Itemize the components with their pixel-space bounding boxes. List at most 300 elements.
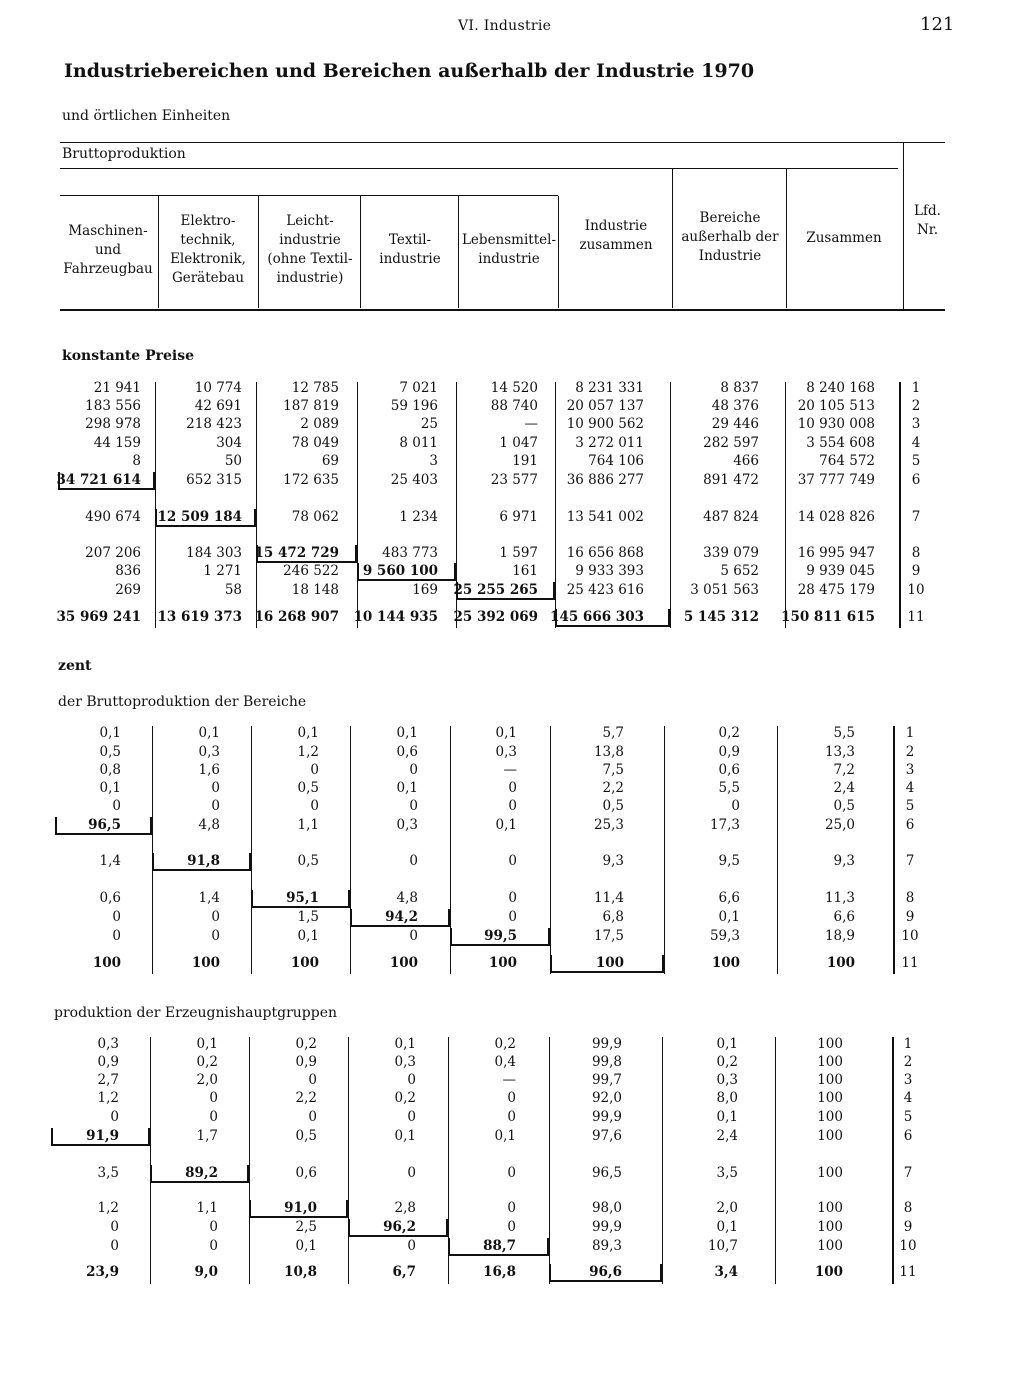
table-cell: 100 <box>817 1036 843 1052</box>
table-cell: 25 392 069 <box>453 609 538 625</box>
table-cell: 172 635 <box>283 472 339 488</box>
table-cell: 50 <box>224 453 242 469</box>
table-cell: 0,1 <box>394 1128 416 1144</box>
table-cell: 35 969 241 <box>56 609 141 625</box>
table-cell: 21 941 <box>93 380 141 396</box>
table-cell: 3 <box>429 453 438 469</box>
table-cell: 0,3 <box>495 744 517 760</box>
table-cell: 0,6 <box>718 762 740 778</box>
table-cell: 0 <box>409 853 418 869</box>
table-cell: 12 509 184 <box>157 509 242 525</box>
table-cell: 1,1 <box>297 817 319 833</box>
table-cell: 92,0 <box>591 1090 622 1106</box>
table-cell: 96,5 <box>88 817 121 833</box>
table-cell: 13,8 <box>593 744 624 760</box>
table-cell: 0 <box>209 1109 218 1125</box>
column-divider <box>251 726 252 974</box>
table-cell: 0,1 <box>396 725 418 741</box>
table-cell: 145 666 303 <box>550 609 644 625</box>
table-cell: 9,3 <box>602 853 624 869</box>
table-cell: 9,5 <box>718 853 740 869</box>
column-divider <box>775 1037 776 1284</box>
table-cell: 191 <box>512 453 538 469</box>
table-cell: 25 423 616 <box>566 582 644 598</box>
page-subtitle: und örtlichen Einheiten <box>62 108 231 124</box>
table-cell: 0,1 <box>716 1109 738 1125</box>
section-label: konstante Preise <box>62 348 194 364</box>
table-cell: 100 <box>488 955 517 971</box>
table-cell: 0 <box>209 1219 218 1235</box>
table-cell: 100 <box>191 955 220 971</box>
row-number: 8 <box>903 1200 913 1216</box>
table-cell: 0,5 <box>833 798 855 814</box>
table-cell: 0 <box>508 780 517 796</box>
table-cell: 98,0 <box>591 1200 622 1216</box>
table-cell: 207 206 <box>85 545 141 561</box>
table-cell: 100 <box>817 1054 843 1070</box>
table-cell: 8 <box>132 453 141 469</box>
table-cell: 0 <box>507 1109 516 1125</box>
table-cell: 0,1 <box>198 725 220 741</box>
table-cell: 7,5 <box>602 762 624 778</box>
table-cell: 0,6 <box>295 1165 317 1181</box>
column-header: Leicht- industrie (ohne Textil- industrie) <box>267 213 353 286</box>
table-cell: 100 <box>595 955 624 971</box>
table-cell: 2 089 <box>300 416 339 432</box>
column-divider <box>350 726 351 974</box>
table-cell: 99,9 <box>591 1109 622 1125</box>
table-cell: 8 837 <box>720 380 759 396</box>
table-cell: 0 <box>409 928 418 944</box>
table-cell: 0,5 <box>297 853 319 869</box>
table-cell: 96,6 <box>589 1264 622 1280</box>
table-cell: 1,6 <box>198 762 220 778</box>
table-cell: 0,6 <box>99 890 121 906</box>
row-number: 2 <box>911 398 921 414</box>
table-cell: 4,8 <box>198 817 220 833</box>
table-cell: 6,7 <box>392 1264 416 1280</box>
table-cell: 34 721 614 <box>56 472 141 488</box>
table-cell: 0,1 <box>718 909 740 925</box>
section-sublabel: produktion der Erzeugnishauptgruppen <box>54 1005 338 1021</box>
table-cell: 891 472 <box>703 472 759 488</box>
table-cell: 836 <box>115 563 141 579</box>
table-cell: 100 <box>826 955 855 971</box>
table-cell: 44 159 <box>93 435 141 451</box>
table-cell: 183 556 <box>85 398 141 414</box>
table-cell: 1,1 <box>196 1200 218 1216</box>
table-cell: 1,2 <box>297 744 319 760</box>
table-cell: 218 423 <box>186 416 242 432</box>
table-cell: 0 <box>508 798 517 814</box>
table-cell: 25,3 <box>593 817 624 833</box>
table-cell: 2,2 <box>602 780 624 796</box>
table-cell: 25 <box>420 416 438 432</box>
row-number: 9 <box>905 909 915 925</box>
table-cell: 466 <box>733 453 759 469</box>
table-cell: 99,7 <box>591 1072 622 1088</box>
table-cell: 91,9 <box>86 1128 119 1144</box>
column-header: Maschinen- und Fahrzeugbau <box>63 223 153 277</box>
row-number: 4 <box>903 1090 913 1106</box>
table-cell: 88,7 <box>483 1238 516 1254</box>
table-cell: 10,7 <box>707 1238 738 1254</box>
table-cell: 487 824 <box>703 509 759 525</box>
table-cell: 16 268 907 <box>254 609 339 625</box>
table-cell: 96,2 <box>383 1219 416 1235</box>
table-cell: 100 <box>817 1109 843 1125</box>
table-cell: 16,8 <box>483 1264 516 1280</box>
table-cell: 3 051 563 <box>690 582 759 598</box>
table-cell: 0 <box>507 1219 516 1235</box>
column-divider <box>155 382 156 628</box>
table-cell: 13 619 373 <box>157 609 242 625</box>
table-cell: 1,7 <box>196 1128 218 1144</box>
table-cell: 9,3 <box>833 853 855 869</box>
table-cell: 15 472 729 <box>254 545 339 561</box>
table-cell: 0 <box>508 853 517 869</box>
table-cell: 13 541 002 <box>566 509 644 525</box>
table-cell: 2,7 <box>97 1072 119 1088</box>
table-cell: 1 234 <box>399 509 438 525</box>
table-cell: 8 011 <box>399 435 438 451</box>
table-cell: 0,3 <box>97 1036 119 1052</box>
table-cell: 11,3 <box>824 890 855 906</box>
table-cell: 99,9 <box>591 1036 622 1052</box>
table-cell: 23,9 <box>86 1264 119 1280</box>
table-cell: 25,0 <box>824 817 855 833</box>
row-number: 1 <box>911 380 921 396</box>
table-cell: 2,4 <box>833 780 855 796</box>
table-cell: 100 <box>92 955 121 971</box>
section-label: zent <box>58 658 92 674</box>
table-cell: 0,3 <box>394 1054 416 1070</box>
table-cell: 5,5 <box>833 725 855 741</box>
header-top-rule <box>60 142 945 143</box>
table-cell: 9 939 045 <box>806 563 875 579</box>
table-cell: 0 <box>110 1219 119 1235</box>
table-cell: 0,1 <box>716 1219 738 1235</box>
table-cell: 18,9 <box>824 928 855 944</box>
table-cell: 0,2 <box>394 1090 416 1106</box>
table-cell: 298 978 <box>85 416 141 432</box>
row-number: 10 <box>899 1238 917 1254</box>
table-cell: 78 049 <box>291 435 339 451</box>
table-cell: 11,4 <box>593 890 624 906</box>
table-cell: 7 021 <box>399 380 438 396</box>
table-cell: 10 900 562 <box>566 416 644 432</box>
column-divider <box>357 382 358 628</box>
table-cell: 0 <box>112 928 121 944</box>
row-number: 3 <box>903 1072 913 1088</box>
table-cell: 6,8 <box>602 909 624 925</box>
table-cell: 0 <box>310 762 319 778</box>
table-cell: 0,1 <box>716 1036 738 1052</box>
column-divider <box>258 196 259 308</box>
table-cell: 13,3 <box>824 744 855 760</box>
row-number: 11 <box>907 609 925 625</box>
table-cell: 99,9 <box>591 1219 622 1235</box>
table-cell: 7,2 <box>833 762 855 778</box>
table-cell: 304 <box>216 435 242 451</box>
section-sublabel: der Bruttoproduktion der Bereiche <box>58 694 307 710</box>
table-cell: 0,1 <box>196 1036 218 1052</box>
table-cell: 2,0 <box>196 1072 218 1088</box>
table-cell: 0 <box>211 928 220 944</box>
table-cell: 269 <box>115 582 141 598</box>
column-divider <box>555 382 556 628</box>
table-cell: 5 145 312 <box>683 609 759 625</box>
row-number: 5 <box>903 1109 913 1125</box>
table-cell: 0 <box>112 798 121 814</box>
table-cell: 100 <box>817 1128 843 1144</box>
table-cell: 0,1 <box>494 1128 516 1144</box>
column-divider <box>662 1037 663 1284</box>
table-cell: 100 <box>817 1238 843 1254</box>
table-cell: 100 <box>817 1072 843 1088</box>
row-number: 11 <box>899 1264 917 1280</box>
table-cell: 100 <box>817 1219 843 1235</box>
table-cell: 161 <box>512 563 538 579</box>
table-cell: 0 <box>508 909 517 925</box>
row-number: 8 <box>911 545 921 561</box>
table-cell: 100 <box>711 955 740 971</box>
table-cell: 29 446 <box>711 416 759 432</box>
column-divider <box>348 1037 349 1284</box>
table-cell: 2,5 <box>295 1219 317 1235</box>
table-cell: 0 <box>507 1200 516 1216</box>
table-cell: 0,1 <box>297 928 319 944</box>
table-cell: 1,2 <box>97 1090 119 1106</box>
table-cell: 4,8 <box>396 890 418 906</box>
column-divider <box>256 382 257 628</box>
subgroup-underline <box>60 195 558 196</box>
table-cell: 0,2 <box>716 1054 738 1070</box>
column-divider <box>558 196 559 308</box>
table-cell: 12 785 <box>291 380 339 396</box>
table-cell: 0,3 <box>716 1072 738 1088</box>
table-cell: 88 740 <box>490 398 538 414</box>
column-header: Lfd. Nr. <box>914 203 941 238</box>
table-cell: 16 656 868 <box>566 545 644 561</box>
table-cell: 8 240 168 <box>806 380 875 396</box>
table-cell: 0 <box>308 1072 317 1088</box>
table-cell: 0 <box>110 1109 119 1125</box>
table-cell: 10 774 <box>194 380 242 396</box>
table-cell: 0,5 <box>602 798 624 814</box>
table-cell: 94,2 <box>385 909 418 925</box>
table-cell: 0 <box>409 762 418 778</box>
table-cell: 483 773 <box>382 545 438 561</box>
table-cell: 339 079 <box>703 545 759 561</box>
table-cell: 0 <box>409 798 418 814</box>
column-divider <box>150 1037 151 1284</box>
row-number: 2 <box>905 744 915 760</box>
column-header: Textil- industrie <box>379 232 441 267</box>
column-header: Bereiche außerhalb der Industrie <box>681 210 779 264</box>
row-number: 5 <box>911 453 921 469</box>
table-cell: 8,0 <box>716 1090 738 1106</box>
table-cell: 150 811 615 <box>781 609 875 625</box>
table-cell: 95,1 <box>286 890 319 906</box>
table-cell: 96,5 <box>591 1165 622 1181</box>
table-cell: 17,5 <box>593 928 624 944</box>
table-cell: 0 <box>112 909 121 925</box>
table-cell: 69 <box>321 453 339 469</box>
column-header: Elektro- technik, Elektronik, Gerätebau <box>170 213 246 286</box>
table-cell: 42 691 <box>194 398 242 414</box>
table-cell: 100 <box>817 1090 843 1106</box>
table-cell: 99,5 <box>484 928 517 944</box>
table-cell: 0,9 <box>295 1054 317 1070</box>
table-cell: 246 522 <box>283 563 339 579</box>
table-cell: 0 <box>508 890 517 906</box>
column-divider <box>458 196 459 308</box>
table-cell: 0,1 <box>99 780 121 796</box>
table-cell: 0,8 <box>99 762 121 778</box>
row-number: 7 <box>905 853 915 869</box>
table-cell: 3 554 608 <box>806 435 875 451</box>
column-divider <box>670 382 671 628</box>
table-cell: 37 777 749 <box>797 472 875 488</box>
row-number: 1 <box>905 725 915 741</box>
column-divider <box>786 169 787 308</box>
table-cell: 100 <box>290 955 319 971</box>
table-cell: 91,0 <box>284 1200 317 1216</box>
column-divider <box>360 196 361 308</box>
table-cell: 20 105 513 <box>797 398 875 414</box>
row-number: 6 <box>911 472 921 488</box>
table-cell: 0,1 <box>495 817 517 833</box>
table-cell: 89,3 <box>591 1238 622 1254</box>
row-number: 6 <box>903 1128 913 1144</box>
table-cell: 0 <box>110 1238 119 1254</box>
table-cell: 8 231 331 <box>575 380 644 396</box>
table-cell: 16 995 947 <box>797 545 875 561</box>
column-divider <box>249 1037 250 1284</box>
table-cell: 652 315 <box>186 472 242 488</box>
row-number: 8 <box>905 890 915 906</box>
table-cell: 0 <box>211 780 220 796</box>
table-cell: 1,4 <box>198 890 220 906</box>
table-cell: 0 <box>211 798 220 814</box>
table-cell: — <box>502 1072 516 1088</box>
table-cell: 282 597 <box>703 435 759 451</box>
row-number: 3 <box>911 416 921 432</box>
column-divider <box>158 196 159 308</box>
table-cell: 0 <box>731 798 740 814</box>
table-cell: 0 <box>310 798 319 814</box>
table-cell: 99,8 <box>591 1054 622 1070</box>
table-cell: 20 057 137 <box>566 398 644 414</box>
table-cell: 187 819 <box>283 398 339 414</box>
table-cell: 23 577 <box>490 472 538 488</box>
table-cell: 0,9 <box>97 1054 119 1070</box>
column-divider <box>549 1037 550 1284</box>
table-cell: — <box>524 416 538 432</box>
table-cell: 1 271 <box>203 563 242 579</box>
table-cell: 0,1 <box>99 725 121 741</box>
header-right-rule <box>903 142 904 310</box>
table-cell: 5,7 <box>602 725 624 741</box>
column-divider <box>672 169 673 308</box>
table-cell: 0 <box>407 1109 416 1125</box>
column-header: Lebensmittel- industrie <box>461 232 557 267</box>
row-number: 7 <box>903 1165 913 1181</box>
running-head: VI. Industrie <box>458 18 552 34</box>
table-cell: 25 403 <box>390 472 438 488</box>
table-cell: 0,4 <box>494 1054 516 1070</box>
table-cell: 0,6 <box>396 744 418 760</box>
table-cell: 100 <box>817 1165 843 1181</box>
table-cell: 1,5 <box>297 909 319 925</box>
table-cell: 0 <box>407 1072 416 1088</box>
row-number: 10 <box>901 928 919 944</box>
table-cell: 490 674 <box>85 509 141 525</box>
table-cell: 0,3 <box>396 817 418 833</box>
table-cell: 10 930 008 <box>797 416 875 432</box>
table-cell: 14 520 <box>490 380 538 396</box>
table-cell: 59 196 <box>390 398 438 414</box>
column-header: Industrie zusammen <box>579 218 653 253</box>
row-number: 5 <box>905 798 915 814</box>
table-cell: 14 028 826 <box>797 509 875 525</box>
table-cell: 17,3 <box>709 817 740 833</box>
table-cell: 1,4 <box>99 853 121 869</box>
table-cell: 0,2 <box>494 1036 516 1052</box>
table-cell: 6,6 <box>833 909 855 925</box>
table-cell: 2,2 <box>295 1090 317 1106</box>
table-cell: 0,1 <box>396 780 418 796</box>
table-cell: 0,3 <box>198 744 220 760</box>
row-number: 4 <box>911 435 921 451</box>
table-cell: 0 <box>507 1165 516 1181</box>
header-bottom-rule <box>60 309 945 311</box>
table-cell: 0,2 <box>196 1054 218 1070</box>
table-cell: 1,2 <box>97 1200 119 1216</box>
page-title: Industriebereichen und Bereichen außerhalb der Industrie 1970 <box>64 60 755 82</box>
column-divider <box>785 382 786 628</box>
table-cell: 0,5 <box>295 1128 317 1144</box>
column-header: Zusammen <box>806 230 882 246</box>
table-cell: 2,4 <box>716 1128 738 1144</box>
table-cell: 9,0 <box>194 1264 218 1280</box>
table-cell: 3 272 011 <box>575 435 644 451</box>
table-cell: 89,2 <box>185 1165 218 1181</box>
table-cell: 59,3 <box>709 928 740 944</box>
table-cell: 2,0 <box>716 1200 738 1216</box>
table-cell: 91,8 <box>187 853 220 869</box>
table-cell: 48 376 <box>711 398 759 414</box>
table-cell: 764 572 <box>819 453 875 469</box>
table-cell: 3,5 <box>716 1165 738 1181</box>
table-cell: 6 971 <box>499 509 538 525</box>
row-number: 6 <box>905 817 915 833</box>
group-header: Bruttoproduktion <box>62 146 186 162</box>
table-cell: 18 148 <box>291 582 339 598</box>
row-number: 2 <box>903 1054 913 1070</box>
table-cell: 0,1 <box>394 1036 416 1052</box>
table-cell: 100 <box>817 1200 843 1216</box>
row-number: 4 <box>905 780 915 796</box>
table-cell: 6,6 <box>718 890 740 906</box>
column-divider <box>664 726 665 974</box>
row-number: 10 <box>907 582 925 598</box>
table-cell: 9 560 100 <box>362 563 438 579</box>
table-cell: 0,2 <box>295 1036 317 1052</box>
table-cell: 97,6 <box>591 1128 622 1144</box>
table-cell: 0 <box>507 1090 516 1106</box>
